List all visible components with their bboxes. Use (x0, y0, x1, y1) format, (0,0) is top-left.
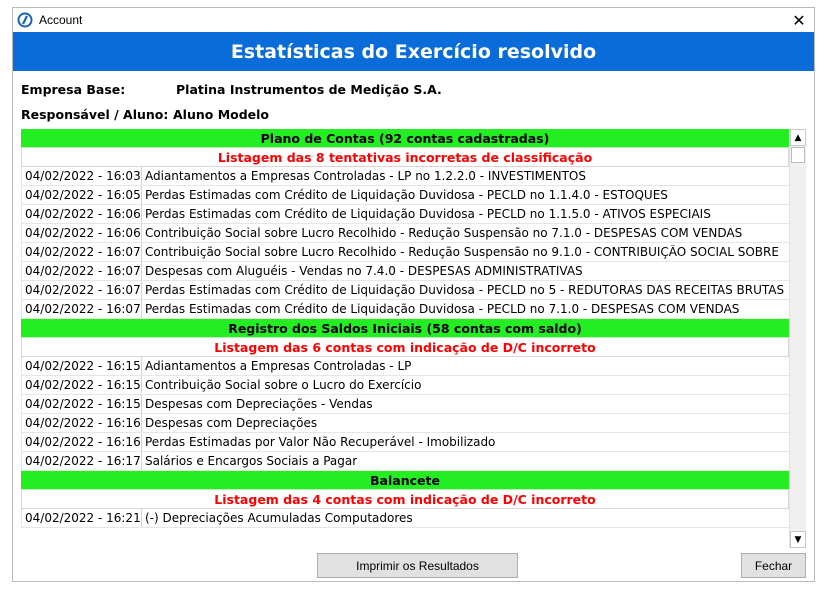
row-description: Perdas Estimadas por Valor Não Recuperável - Imobilizado (145, 435, 496, 449)
title-bar (13, 8, 814, 32)
table-row[interactable] (21, 224, 789, 243)
table-row[interactable] (21, 357, 789, 376)
close-button[interactable]: Fechar (741, 553, 806, 578)
row-date: 04/02/2022 - 16:07 (22, 300, 142, 318)
row-date: 04/02/2022 - 16:16 (22, 433, 142, 451)
table-row[interactable] (21, 395, 789, 414)
student-label: Responsável / Aluno: (21, 107, 169, 122)
account-window (12, 7, 815, 582)
row-date: 04/02/2022 - 16:17 (22, 452, 142, 470)
row-description: Perdas Estimadas com Crédito de Liquidação Duvidosa - PECLD no 1.1.5.0 - ATIVOS ESPECIAIS (145, 207, 711, 221)
company-value: Platina Instrumentos de Medição S.A. (176, 82, 442, 97)
row-date: 04/02/2022 - 16:05 (22, 186, 142, 204)
row-date: 04/02/2022 - 16:07 (22, 243, 142, 261)
table-row[interactable] (21, 205, 789, 224)
table-row[interactable] (21, 509, 789, 528)
row-date: 04/02/2022 - 16:03 (22, 167, 142, 185)
row-description: Perdas Estimadas com Crédito de Liquidação Duvidosa - PECLD no 1.1.4.0 - ESTOQUES (145, 188, 668, 202)
table-row[interactable] (21, 452, 789, 471)
row-description: Despesas com Depreciações - Vendas (145, 397, 373, 411)
scroll-down-icon[interactable]: ▼ (790, 531, 806, 548)
row-date: 04/02/2022 - 16:21 (22, 509, 142, 527)
print-results-button[interactable]: Imprimir os Resultados (317, 553, 518, 578)
scroll-up-icon[interactable]: ▲ (790, 129, 806, 146)
row-description: Perdas Estimadas com Crédito de Liquidação Duvidosa - PECLD no 5 - REDUTORAS DAS RECEITAS BRUTAS (145, 283, 785, 297)
company-info (21, 82, 442, 97)
vertical-scrollbar[interactable] (789, 129, 806, 548)
row-description: Adiantamentos a Empresas Controladas - LP (145, 359, 412, 373)
page-title: Estatísticas do Exercício resolvido (13, 32, 814, 71)
row-description: Despesas com Aluguéis - Vendas no 7.4.0 - DESPESAS ADMINISTRATIVAS (145, 264, 583, 278)
table-row[interactable] (21, 186, 789, 205)
app-icon (17, 12, 33, 28)
company-label: Empresa Base: (21, 82, 126, 97)
table-row[interactable] (21, 300, 789, 319)
row-date: 04/02/2022 - 16:15 (22, 357, 142, 375)
table-row[interactable] (21, 414, 789, 433)
table-row[interactable] (21, 243, 789, 262)
row-description: Contribuição Social sobre Lucro Recolhido - Redução Suspensão no 9.1.0 - CONTRIBUIÇÃO SOCIAL SOBRE (145, 245, 779, 259)
section-header: Balancete (21, 471, 789, 490)
row-date: 04/02/2022 - 16:07 (22, 262, 142, 280)
row-description: Despesas com Depreciações (145, 416, 318, 430)
row-date: 04/02/2022 - 16:16 (22, 414, 142, 432)
row-description: (-) Depreciações Acumuladas Computadores (145, 511, 413, 525)
table-row[interactable] (21, 281, 789, 300)
student-value: Aluno Modelo (173, 107, 270, 122)
section-subheader: Listagem das 8 tentativas incorretas de classificação (21, 148, 789, 167)
row-date: 04/02/2022 - 16:15 (22, 395, 142, 413)
table-row[interactable] (21, 262, 789, 281)
section-header: Plano de Contas (92 contas cadastradas) (21, 129, 789, 148)
window-title: Account (39, 13, 83, 27)
row-description: Adiantamentos a Empresas Controladas - LP no 1.2.2.0 - INVESTIMENTOS (145, 169, 586, 183)
row-description: Contribuição Social sobre Lucro Recolhido - Redução Suspensão no 7.1.0 - DESPESAS COM VENDAS (145, 226, 743, 240)
row-description: Salários e Encargos Sociais a Pagar (145, 454, 358, 468)
results-grid[interactable] (21, 129, 789, 548)
scroll-thumb[interactable] (791, 147, 805, 163)
student-info (21, 107, 269, 122)
table-row[interactable] (21, 433, 789, 452)
row-date: 04/02/2022 - 16:06 (22, 205, 142, 223)
row-description: Contribuição Social sobre o Lucro do Exercício (145, 378, 422, 392)
row-date: 04/02/2022 - 16:15 (22, 376, 142, 394)
table-row[interactable] (21, 376, 789, 395)
row-description: Perdas Estimadas com Crédito de Liquidação Duvidosa - PECLD no 7.1.0 - DESPESAS COM VENDAS (145, 302, 740, 316)
section-subheader: Listagem das 4 contas com indicação de D/C incorreto (21, 490, 789, 509)
section-header: Registro dos Saldos Iniciais (58 contas com saldo) (21, 319, 789, 338)
row-date: 04/02/2022 - 16:06 (22, 224, 142, 242)
row-date: 04/02/2022 - 16:07 (22, 281, 142, 299)
close-icon[interactable]: ✕ (792, 10, 806, 30)
section-subheader: Listagem das 6 contas com indicação de D/C incorreto (21, 338, 789, 357)
table-row[interactable] (21, 167, 789, 186)
